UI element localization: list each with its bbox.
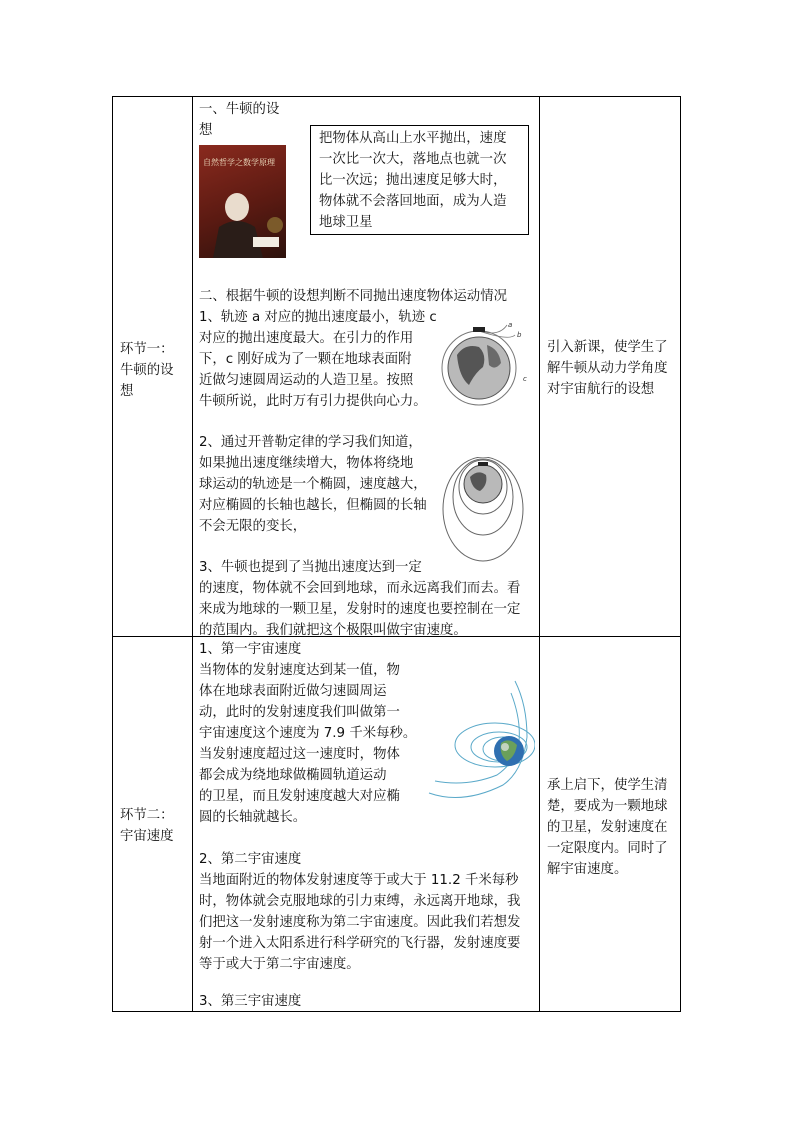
- second-cosmic-speed-title: 2、第二宇宙速度: [199, 852, 302, 867]
- stage-2-label: 环节二： 宇宙速度: [120, 808, 174, 844]
- label-c: c: [523, 375, 527, 383]
- column-divider-2: [539, 97, 540, 1011]
- first-cosmic-speed-text: 当物体的发射速度达到某一值，物 体在地球表面附近做匀速圆周运 动，此时的发射速度我们叫做第一 宇宙速度这个速度为 7.9 千米每秒。 当发射速度超过这一速度时，物体 都会成为绕地球做椭圆轨道运动 的卫星，而且发射速度越大对应椭 圆的长轴就越长。: [199, 663, 417, 825]
- newton-quote-box: 把物体从高山上水平抛出，速度 一次比一次大，落地点也就一次 比一次远；抛出速度足够大时， 物体就不会落回地面，成为人造 地球卫星: [310, 125, 529, 235]
- goal-1-text: 引入新课，使学生了 解牛顿从动力学角度 对宇宙航行的设想: [547, 340, 668, 397]
- earth-trajectory-figure: [435, 315, 539, 415]
- ellipse-paragraph: 2、通过开普勒定律的学习我们知道， 如果抛出速度继续增大，物体将绕地 球运动的轨迹是一个椭圆，速度越大， 对应椭圆的长轴也越长，但椭圆的长轴 不会无限的变长，: [199, 435, 427, 534]
- stage-1-label: 环节一： 牛顿的设 想: [120, 342, 174, 399]
- second-cosmic-speed-text: 当地面附近的物体发射速度等于或大于 11.2 千米每秒 时，物体就会克服地球的引力束缚，永远离开地球，我 们把这一发射速度称为第二宇宙速度。因此我们若想发 射一个进入太阳系进行科学研究的飞行器，发射速度要 等于或大于第二宇宙速度。: [199, 873, 521, 972]
- trajectory-paragraph: 1、轨迹 a 对应的抛出速度最小，轨迹 c 对应的抛出速度最大。在引力的作用 下，c 刚好成为了一颗在地球表面附 近做匀速圆周运动的人造卫星。按照 牛顿所说，此时万有引力提供向心力。: [199, 310, 437, 409]
- first-cosmic-speed-title: 1、第一宇宙速度: [199, 642, 302, 657]
- column-divider-1: [192, 97, 193, 1011]
- section1-title: 一、牛顿的设 想: [199, 102, 280, 138]
- cosmic-speed-orbit-figure: [423, 675, 535, 809]
- elliptical-orbit-figure: [438, 457, 528, 563]
- cosmic-speed-intro: 3、牛顿也提到了当抛出速度达到一定 的速度，物体就不会回到地球，而永远离我们而去。看 来成为地球的一颗卫星，发射时的速度也要控制在一定 的范围内。我们就把这个极限叫做宇宙速度。: [199, 560, 521, 638]
- book-cover-image: 自然哲学之数学原理: [199, 145, 286, 258]
- section2-title: 二、根据牛顿的设想判断不同抛出速度物体运动情况: [199, 289, 507, 304]
- label-b: b: [517, 331, 522, 339]
- third-cosmic-speed-title: 3、第三宇宙速度: [199, 994, 302, 1009]
- label-a: a: [508, 321, 513, 329]
- goal-2-text: 承上启下，使学生清 楚，要成为一颗地球 的卫星，发射速度在 一定限度内。同时了 解宇宙速度。: [547, 778, 668, 877]
- lesson-table: [112, 96, 681, 1012]
